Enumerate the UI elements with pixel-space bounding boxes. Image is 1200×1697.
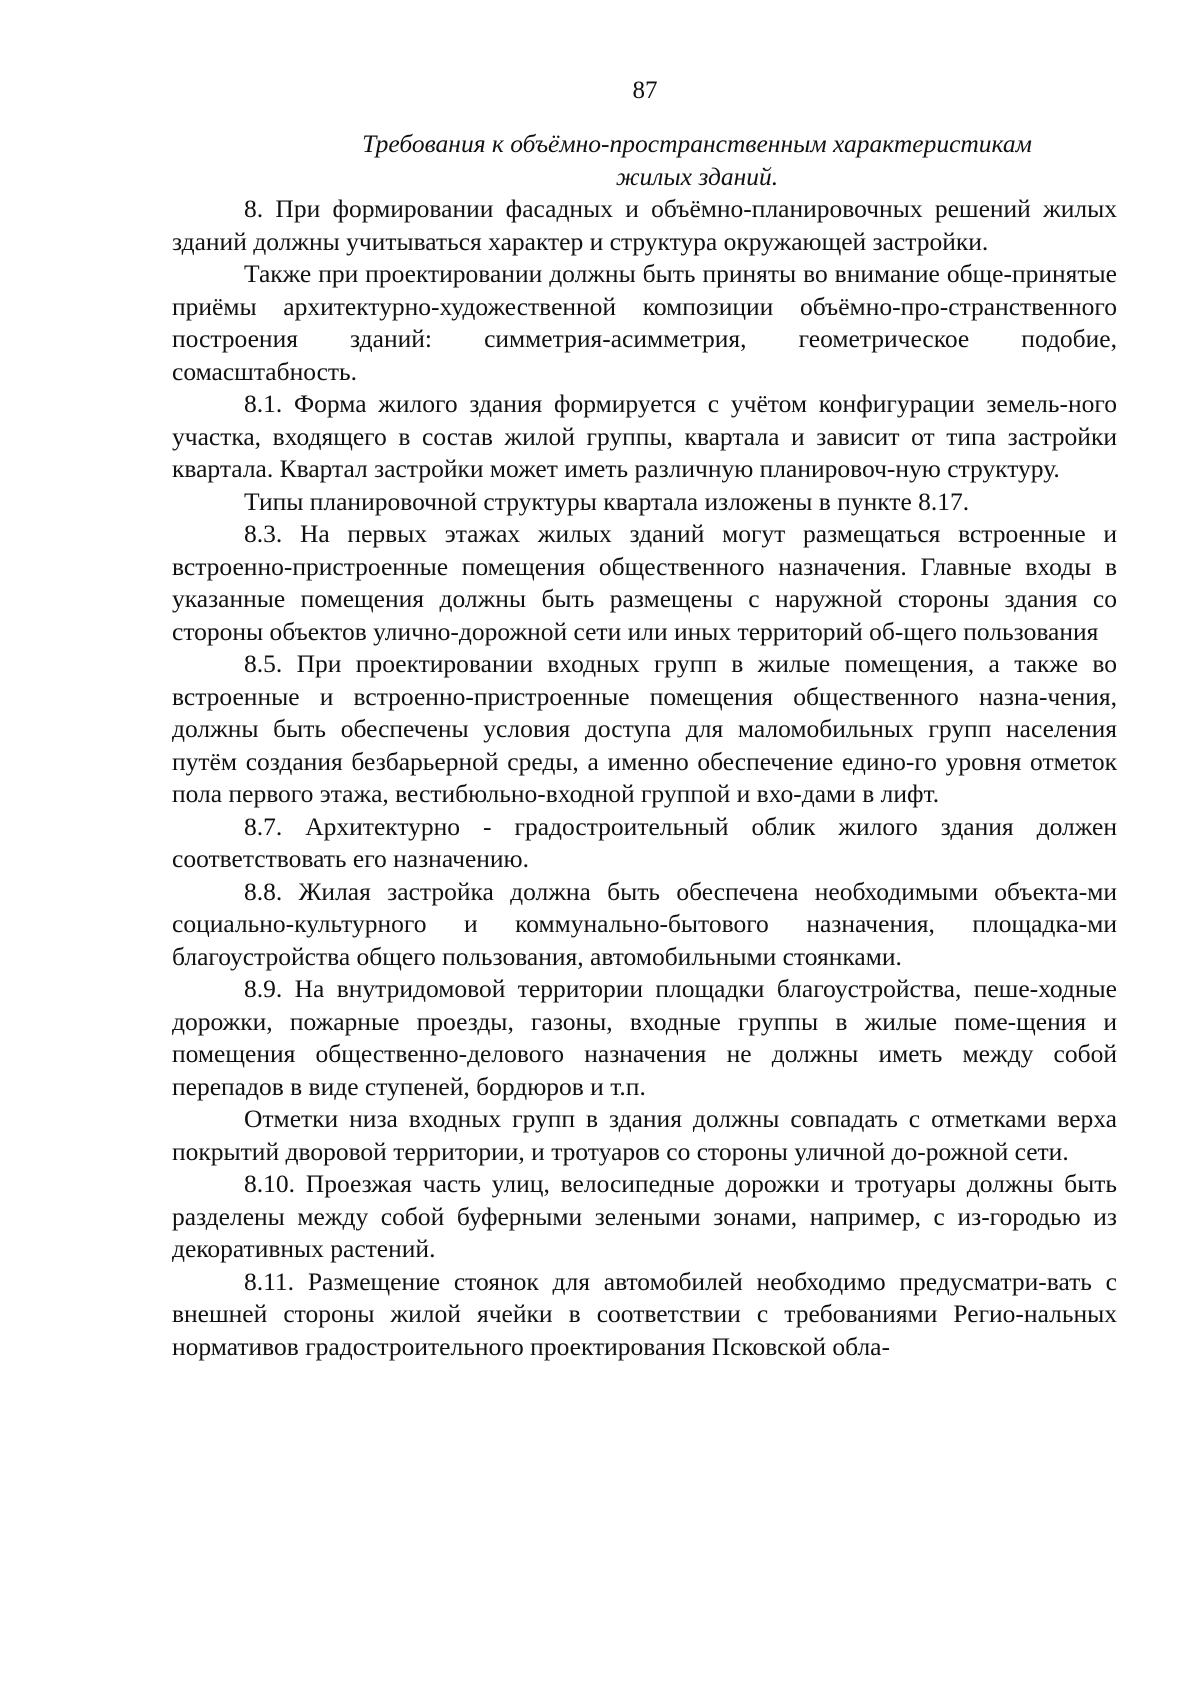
paragraph-8-1: 8.1. Форма жилого здания формируется с учётом конфигурации земель-ного участка, входящего в состав жилой группы, квартала и зависит от типа застройки квартала. Квартал застройки может иметь различную планировоч-ную структуру. (172, 389, 1117, 483)
page-number: 87 (632, 77, 658, 104)
section-heading (292, 128, 1102, 193)
paragraph-8: 8. При формировании фасадных и объёмно-планировочных решений жилых зданий должны учитываться характер и структура окружающей застройки. (172, 194, 1117, 256)
section-heading-line-1: Требования к объёмно-пространственным характеристикам (362, 129, 1032, 158)
paragraph-8-9-marks: Отметки низа входных групп в здания должны совпадать с отметками верха покрытий дворовой территории, и тротуаров со стороны уличной до-рожной сети. (172, 1104, 1117, 1166)
paragraph-8-8: 8.8. Жилая застройка должна быть обеспечена необходимыми объекта-ми социально-культурного и коммунально-бытового назначения, площадка-ми благоустройства общего пользования, автомобильными стоянками. (172, 876, 1117, 971)
paragraph-8-10: 8.10. Проезжая часть улиц, велосипедные дорожки и тротуары должны быть разделены между собой буферными зелеными зонами, например, с из-городью из декоративных растений. (172, 1169, 1117, 1263)
paragraph-8-3: 8.3. На первых этажах жилых зданий могут размещаться встроенные и встроенно-пристроенные помещения общественного назначения. Главные входы в указанные помещения должны быть размещены с наружной стороны здания со стороны объектов улично-дорожной сети или иных территорий об-щего пользования (172, 519, 1117, 646)
paragraph-8-11: 8.11. Размещение стоянок для автомобилей необходимо предусматри-вать с внешней стороны жилой ячейки в соответствии с требованиями Регио-нальных нормативов градостроительного проектирования Псковской обла- (172, 1266, 1117, 1361)
paragraph-8-1-types: Типы планировочной структуры квартала изложены в пункте 8.17. (244, 486, 970, 516)
section-heading-line-2: жилых зданий. (615, 161, 779, 191)
document-body (172, 128, 1117, 1363)
paragraph-8-continued: Также при проектировании должны быть приняты во внимание обще-принятые приёмы архитектурно-художественной композиции объёмно-про-странственного построения зданий: симметрия-асимметрия, геометрическое подобие, сомасштабность. (172, 259, 1117, 386)
paragraph-8-9: 8.9. На внутридомовой территории площадки благоустройства, пеше-ходные дорожки, пожарные проезды, газоны, входные группы в жилые поме-щения и помещения общественно-делового назначения не должны иметь между собой перепадов в виде ступеней, бордюров и т.п. (172, 974, 1117, 1101)
paragraph-8-5: 8.5. При проектировании входных групп в жилые помещения, а также во встроенные и встроенно-пристроенные помещения общественного назна-чения, должны быть обеспечены условия доступа для маломобильных групп населения путём создания безбарьерной среды, а именно обеспечение едино-го уровня отметок пола первого этажа, вестибюльно-входной группой и вхо-дами в лифт. (172, 649, 1117, 808)
paragraph-8-7: 8.7. Архитектурно - градостроительный облик жилого здания должен соответствовать его назначению. (172, 811, 1117, 873)
